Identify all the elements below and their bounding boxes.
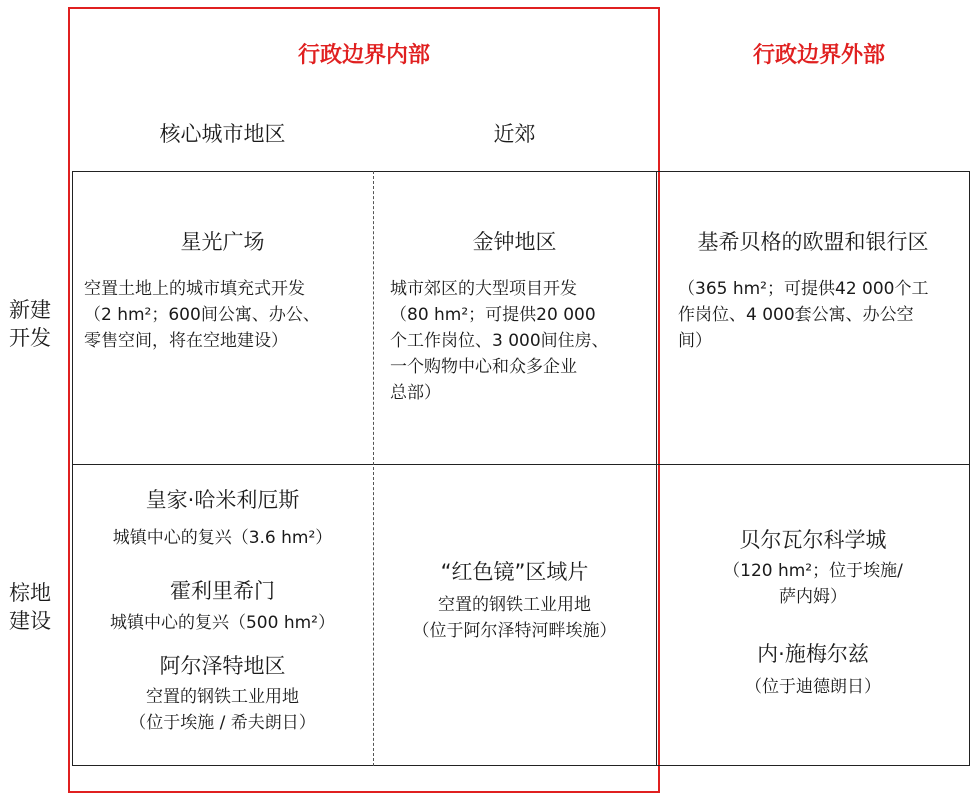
row-divider (72, 464, 970, 465)
brownfield-row-header: 棕地 建设 (9, 581, 51, 633)
belval-title: 贝尔瓦尔科学城 (739, 528, 887, 552)
royal-hamilius-title: 皇家·哈米利厄斯 (145, 488, 300, 512)
royal-hamilius-description: 城镇中心的复兴（3.6 hm²） (112, 528, 333, 548)
hollerich-gate-title: 霍利里希门 (170, 579, 275, 603)
red-mirror-description: 空置的钢铁工业用地 （位于阿尔泽特河畔埃施） (412, 595, 617, 641)
kirchberg-description: （365 hm²；可提供42 000个工 作岗位、4 000套公寓、办公空 间） (678, 279, 929, 351)
belval-description: （120 hm²；位于埃施/ 萨内姆） (723, 561, 903, 607)
xingguang-plaza-description: 空置土地上的城市填充式开发 （2 hm²；600间公寓、办公、 零售空间，将在空地建设） (84, 279, 320, 351)
hollerich-gate-description: 城镇中心的复兴（500 hm²） (109, 613, 335, 633)
outside-boundary-heading: 行政边界外部 (752, 43, 885, 68)
jinzhong-area-description: 城市郊区的大型项目开发 （80 hm²；可提供20 000 个工作岗位、3 000间住房、 一个购物中心和众多企业 总部） (390, 279, 609, 403)
alzette-area-description: 空置的钢铁工业用地 （位于埃施 / 希夫朗日） (129, 687, 316, 733)
inside-boundary-heading: 行政边界内部 (297, 43, 430, 68)
kirchberg-title: 基希贝格的欧盟和银行区 (697, 230, 929, 254)
neischmelz-description: （位于迪德朗日） (745, 677, 881, 697)
jinzhong-area-title: 金钟地区 (472, 230, 557, 254)
new-development-row-header: 新建 开发 (9, 298, 51, 350)
neischmelz-title: 内·施梅尔兹 (757, 642, 869, 666)
core-urban-column-header: 核心城市地区 (159, 122, 286, 146)
core-suburb-divider (373, 171, 374, 766)
red-mirror-title: “红色镜”区域片 (440, 560, 589, 584)
suburbs-column-header: 近郊 (493, 122, 536, 146)
xingguang-plaza-title: 星光广场 (180, 230, 265, 254)
alzette-area-title: 阿尔泽特地区 (159, 654, 286, 678)
